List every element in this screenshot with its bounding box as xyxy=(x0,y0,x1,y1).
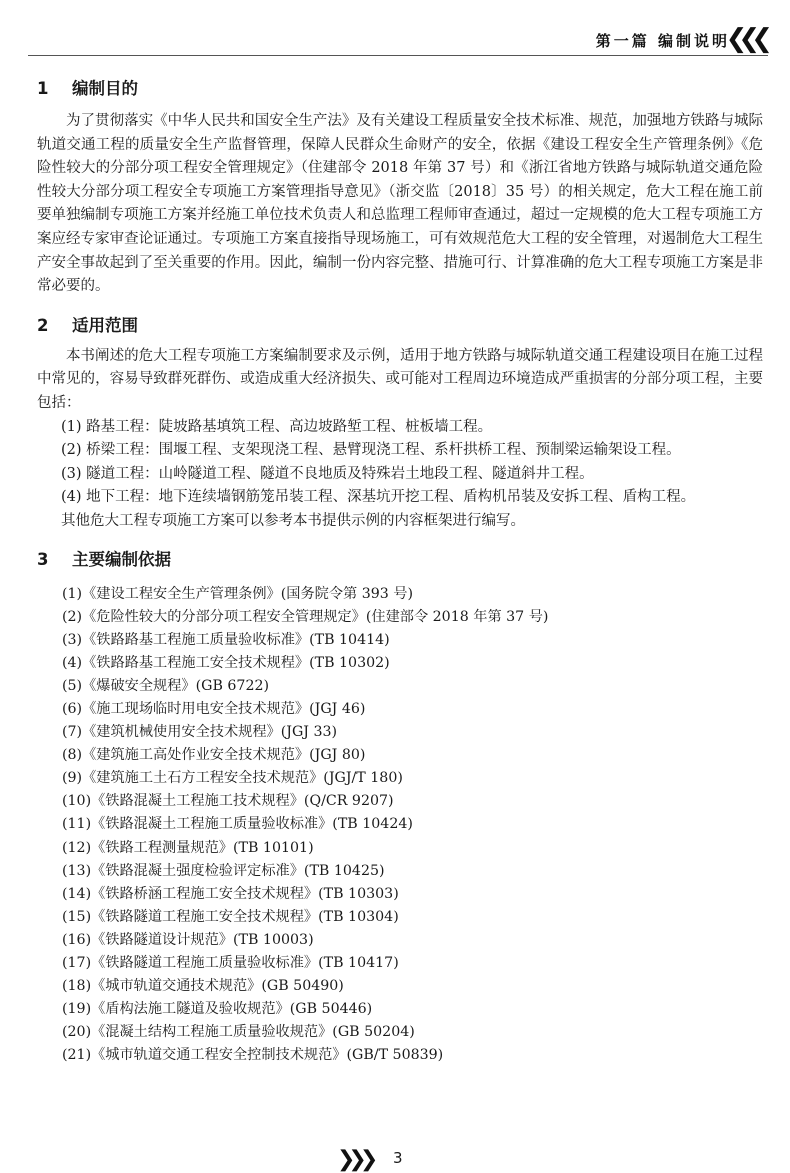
scope-item: (3) 隧道工程：山岭隧道工程、隧道不良地质及特殊岩土地段工程、隧道斜井工程。 xyxy=(61,465,594,482)
reference-item: (1)《建设工程安全生产管理条例》(国务院令第 393 号) xyxy=(62,585,414,602)
page-header xyxy=(0,0,790,58)
reference-item: (7)《建筑机械使用安全技术规程》(JGJ 33) xyxy=(62,724,338,741)
reference-item: (8)《建筑施工高处作业安全技术规范》(JGJ 80) xyxy=(62,747,366,764)
scope-item: (1) 路基工程：陡坡路基填筑工程、高边坡路堑工程、桩板墙工程。 xyxy=(61,418,493,435)
reference-list xyxy=(37,583,763,1068)
reference-item: (19)《盾构法施工隧道及验收规范》(GB 50446) xyxy=(62,1001,373,1018)
header-divider xyxy=(28,55,768,56)
reference-item: (2)《危险性较大的分部分项工程安全管理规定》(住建部令 2018 年第 37 号) xyxy=(62,608,549,625)
section-1-title: 编制目的 xyxy=(72,79,138,98)
section-3-heading xyxy=(37,545,763,575)
reference-item: (21)《城市轨道交通工程安全控制技术规范》(GB/T 50839) xyxy=(62,1047,444,1064)
reference-item: (17)《铁路隧道工程施工质量验收标准》(TB 10417) xyxy=(62,955,399,971)
reference-item: (12)《铁路工程测量规范》(TB 10101) xyxy=(62,839,314,856)
section-3-title: 主要编制依据 xyxy=(72,549,171,569)
section-2-intro: 本书阐述的危大工程专项施工方案编制要求及示例，适用于地方铁路与城际轨道交通工程建设项目在施工过程中常见的，容易导致群死群伤、或造成重大经济损失、或可能对工程周边环境造成严重损害的分部分项工程，主要包括： xyxy=(37,347,763,411)
reference-item: (4)《铁路路基工程施工安全技术规程》(TB 10302) xyxy=(62,654,390,671)
chevrons-right-icon: ❯❯❯ xyxy=(337,1147,372,1172)
page-footer xyxy=(337,1147,403,1172)
page-body xyxy=(37,74,763,1067)
section-1-paragraph: 为了贯彻落实《中华人民共和国安全生产法》及有关建设工程质量安全技术标准、规范，加强地方铁路与城际轨道交通工程的质量安全生产监督管理，保障人民群众生命财产的安全，依据《建设工程安全生产管理条例》《危险性较大的分部分项工程安全管理规定》（住建部令 2018 年第 37 号）和《浙江省地方铁路与城际轨道交通危险性较大分部分项工程安全专项施工方案管理指导意见》（浙交监〔2018〕35 号）的相关规定，危大工程在施工前要单独编制专项施工方案并经施工单位技术负责人和总监理工程师审查通过，超过一定规模的危大工程专项施工方案应经专家审查论证通过。专项施工方案直接指导现场施工，可有效规范危大工程的安全管理，对遏制危大工程生产安全事故起到了至关重要的作用。因此，编制一份内容完整、措施可行、计算准确的危大工程专项施工方案是非常必要的。 xyxy=(37,113,763,295)
scope-item: (4) 地下工程：地下连续墙钢筋笼吊装工程、深基坑开挖工程、盾构机吊装及安拆工程、盾构工程。 xyxy=(61,489,696,506)
section-2-number: 2 xyxy=(37,315,49,335)
section-2-title: 适用范围 xyxy=(72,315,138,335)
reference-item: (9)《建筑施工土石方工程安全技术规范》(JGJ/T 180) xyxy=(62,770,403,787)
reference-item: (10)《铁路混凝土工程施工技术规程》(Q/CR 9207) xyxy=(62,793,394,810)
reference-item: (18)《城市轨道交通技术规范》(GB 50490) xyxy=(62,978,344,995)
section-2-heading xyxy=(37,311,763,341)
reference-item: (13)《铁路混凝土强度检验评定标准》(TB 10425) xyxy=(62,862,385,879)
reference-item: (20)《混凝土结构工程施工质量验收规范》(GB 50204) xyxy=(62,1024,415,1041)
reference-item: (15)《铁路隧道工程施工安全技术规程》(TB 10304) xyxy=(62,908,399,925)
section-2-closing: 其他危大工程专项施工方案可以参考本书提供示例的内容框架进行编写。 xyxy=(61,512,525,529)
reference-item: (3)《铁路路基工程施工质量验收标准》(TB 10414) xyxy=(62,631,390,648)
reference-item: (5)《爆破安全规程》(GB 6722) xyxy=(62,677,270,694)
reference-item: (14)《铁路桥涵工程施工安全技术规程》(TB 10303) xyxy=(62,885,399,902)
chevrons-left-icon: ❮❮❮ xyxy=(725,24,764,54)
reference-item: (16)《铁路隧道设计规范》(TB 10003) xyxy=(62,931,314,948)
reference-item: (6)《施工现场临时用电安全技术规范》(JGJ 46) xyxy=(62,700,366,717)
scope-item: (2) 桥梁工程：围堰工程、支架现浇工程、悬臂现浇工程、系杆拱桥工程、预制梁运输架设工程。 xyxy=(61,442,681,459)
section-1-heading xyxy=(37,74,763,104)
reference-item: (11)《铁路混凝土工程施工质量验收标准》(TB 10424) xyxy=(62,816,413,833)
section-3-number: 3 xyxy=(37,549,49,569)
section-1-number: 1 xyxy=(37,79,49,98)
page-number: 3 xyxy=(393,1149,403,1167)
running-header-title: 第一篇 编制说明 xyxy=(595,32,730,50)
